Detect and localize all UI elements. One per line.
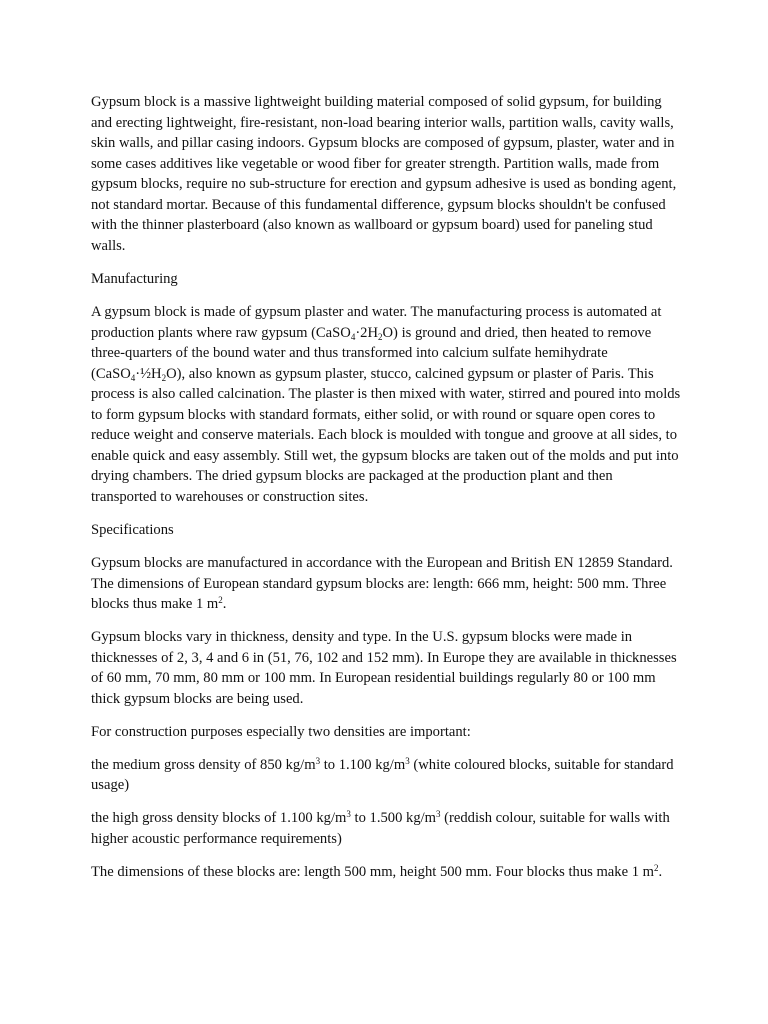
text-run: . [658, 863, 663, 880]
specifications-paragraph-1 [91, 553, 681, 615]
density-medium-paragraph [91, 755, 681, 796]
superscript: 2 [654, 862, 659, 873]
superscript: 2 [218, 595, 223, 605]
text-run: the high gross density blocks of 1.100 kg/m [91, 810, 347, 826]
text-run: the medium gross density of 850 kg/m [91, 756, 316, 773]
subscript: 2 [378, 331, 383, 342]
subscript: 4 [130, 372, 136, 383]
text-run: ·2H [355, 324, 379, 341]
text-run: The dimensions of these blocks are: length 500 mm, height 500 mm. Four blocks thus make 1 m [91, 863, 654, 880]
subscript: 2 [161, 372, 167, 383]
intro-paragraph: Gypsum block is a massive lightweight building material composed of solid gypsum, for building and erecting lightweight, fire-resistant, non-load bearing interior walls, partition walls, cavity walls, skin walls, and pillar casing indoors. Gypsum blocks are composed of gypsum, plaster, water and in some cases additives like vegetable or wood fiber for greater strength. Partition walls, made from gypsum blocks, require no sub-structure for erection and gypsum adhesive is used as bonding agent, not standard mortar. Because of this fundamental difference, gypsum blocks shouldn't be confused with the thinner plasterboard (also known as wallboard or gypsum board) used for paneling stud walls. [91, 94, 677, 254]
density-high-paragraph [91, 808, 681, 849]
text-run: A gypsum block is made of gypsum plaster and water. The manufacturing process is automated at production plants where raw gypsum (CaSO [91, 304, 662, 341]
text-run: O), also known as gypsum plaster, stucco, calcined gypsum or plaster of Paris. This process is also called calcination. The plaster is then mixed with water, stirred and poured into molds to form gypsum blocks with standard formats, either solid, or with round or square open cores to reduce weight and conserve materials. Each block is moulded with tongue and groove at all sides, to enable quick and easy assembly. Still wet, the gypsum blocks are taken out of the molds and put into drying chambers. The dried gypsum blocks are packaged at the production plant and then transported to warehouses or construction sites. [91, 365, 681, 505]
manufacturing-paragraph [91, 302, 681, 507]
text-run: O) is ground and dried, then heated to remove three-quarters of the bound water and thus transformed into calcium sulfate hemihydrate (CaSO [91, 324, 652, 382]
specifications-paragraph-2: Gypsum blocks vary in thickness, density and type. In the U.S. gypsum blocks were made in thicknesses of 2, 3, 4 and 6 in (51, 76, 102 and 152 mm). In Europe they are available in thicknesses of 60 mm, 70 mm, 80 mm or 100 mm. In European residential buildings regularly 80 or 100 mm thick gypsum blocks are being used. [91, 629, 677, 707]
subscript: 4 [350, 331, 356, 342]
text-run: to 1.100 kg/m [320, 756, 406, 773]
superscript: 3 [436, 809, 441, 819]
superscript: 3 [405, 755, 410, 766]
text-run: . [222, 596, 227, 612]
dimensions-paragraph [91, 862, 681, 883]
text-run: ·½H [135, 365, 162, 382]
heading-specifications: Specifications [91, 521, 174, 538]
text-run: (white coloured blocks, suitable for standard usage) [91, 756, 674, 793]
document-page [91, 92, 681, 895]
superscript: 3 [346, 809, 351, 819]
heading-manufacturing: Manufacturing [91, 270, 178, 287]
specifications-paragraph-3: For construction purposes especially two densities are important: [91, 723, 471, 740]
text-run: (reddish colour, suitable for walls with higher acoustic performance requirements) [91, 810, 670, 847]
superscript: 3 [315, 755, 321, 766]
text-run: Gypsum blocks are manufactured in accordance with the European and British EN 12859 Standard. The dimensions of European standard gypsum blocks are: length: 666 mm, height: 500 mm. Three blocks thus make 1 m [91, 555, 673, 612]
text-run: to 1.500 kg/m [350, 810, 437, 826]
